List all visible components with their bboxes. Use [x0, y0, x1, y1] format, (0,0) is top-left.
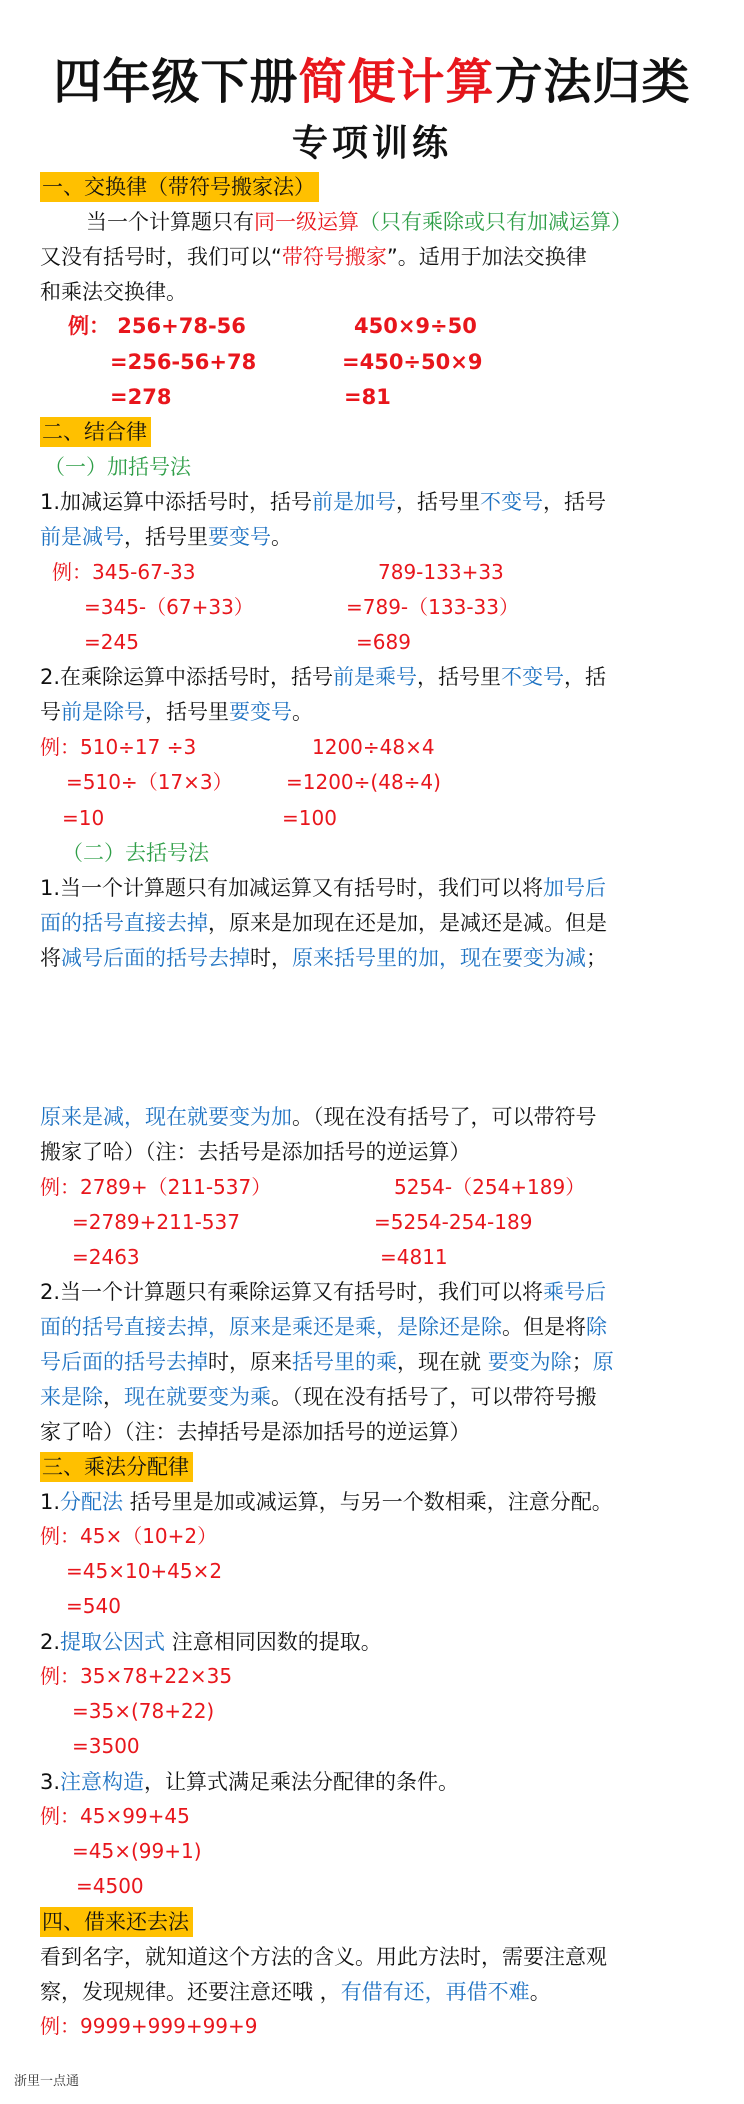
s2-remove-2-line-2: 面的括号直接去掉，原来是乘还是乘，是除还是除。但是将除: [40, 1315, 607, 1339]
s2-ex2-b-2: =1200÷(48÷4): [286, 770, 441, 794]
s2-ex1-a-1: 例：345-67-33: [52, 560, 196, 584]
s2-remove-1-line-5: 搬家了哈）（注：去括号是添加括号的逆运算）: [40, 1140, 471, 1164]
s3-ex-b-2: =35×(78+22): [72, 1699, 215, 1723]
s2-rule-2-line-2: 号前是除号，括号里要变号。: [40, 700, 313, 724]
s3-ex-a-1: 例：45×（10+2）: [40, 1524, 218, 1548]
s2-remove-1-line-4: 原来是减，现在就要变为加。（现在没有括号了，可以带符号: [40, 1105, 597, 1129]
s1-example-a-1: 例： 256+78-56: [68, 314, 246, 338]
s1-para-line-1: 当一个计算题只有同一级运算（只有乘除或只有加减运算）: [86, 210, 632, 234]
s3-ex-b-3: =3500: [72, 1734, 140, 1758]
title-highlight: 简便计算: [298, 54, 495, 110]
s2-ex2-a-3: =10: [62, 806, 105, 830]
s2-remove-2-line-1: 2.当一个计算题只有乘除运算又有括号时，我们可以将乘号后: [40, 1280, 607, 1304]
s2-remove-2-line-3: 号后面的括号去掉时，原来括号里的乘，现在就 要变为除；原: [40, 1350, 614, 1374]
s2-remove-1-line-1: 1.当一个计算题只有加减运算又有括号时，我们可以将加号后: [40, 876, 607, 900]
s2-remove-2-line-4: 来是除，现在就要变为乘。（现在没有括号了，可以带符号搬: [40, 1385, 597, 1409]
s2-rule-1-line-2: 前是减号，括号里要变号。: [40, 525, 292, 549]
s1-example-b-3: =81: [344, 385, 391, 409]
s3-ex-c-2: =45×(99+1): [72, 1839, 202, 1863]
s1-example-a-3: =278: [110, 385, 172, 409]
s2-subheader-2: （二）去括号法: [62, 841, 209, 865]
section-3-header: 三、乘法分配律: [40, 1452, 193, 1482]
s3-item-2: 2.提取公因式 注意相同因数的提取。: [40, 1630, 382, 1654]
s2-remove-1-line-3: 将减号后面的括号去掉时，原来括号里的加，现在要变为减；: [40, 946, 607, 970]
s1-example-a-2: =256-56+78: [110, 350, 257, 374]
s2-rule-1-line-1: 1.加减运算中添括号时，括号前是加号，括号里不变号，括号: [40, 490, 607, 514]
s2-ex3-a-1: 例：2789+（211-537）: [40, 1175, 272, 1199]
s2-ex1-b-2: =789-（133-33）: [346, 595, 519, 619]
s2-ex3-a-3: =2463: [72, 1245, 140, 1269]
s2-subheader-1: （一）加括号法: [44, 455, 191, 479]
s3-ex-b-1: 例：35×78+22×35: [40, 1664, 233, 1688]
s1-para-line-2: 又没有括号时，我们可以“带符号搬家”。适用于加法交换律: [40, 245, 587, 269]
s2-ex1-b-3: =689: [356, 630, 411, 654]
s2-rule-2-line-1: 2.在乘除运算中添括号时，括号前是乘号，括号里不变号，括: [40, 665, 607, 689]
s2-ex3-b-2: =5254-254-189: [374, 1210, 533, 1234]
s2-ex2-b-1: 1200÷48×4: [312, 735, 435, 759]
section-2-header: 二、结合律: [40, 417, 151, 447]
page-subtitle: 专项训练: [291, 123, 452, 164]
s3-item-1: 1.分配法 括号里是加或减运算，与另一个数相乘，注意分配。: [40, 1490, 613, 1514]
footer-watermark: 浙里一点通: [14, 2074, 80, 2089]
s3-ex-a-3: =540: [66, 1594, 121, 1618]
s2-remove-1-line-2: 面的括号直接去掉，原来是加现在还是加，是减还是减。但是: [40, 911, 607, 935]
s4-para-line-1: 看到名字，就知道这个方法的含义。用此方法时，需要注意观: [40, 1945, 607, 1969]
s3-ex-c-3: =4500: [76, 1874, 144, 1898]
s2-ex1-a-2: =345-（67+33）: [84, 595, 254, 619]
s2-ex1-b-1: 789-133+33: [378, 560, 504, 584]
title-post: 方法归类: [494, 54, 691, 110]
s4-para-line-2: 察，发现规律。还要注意还哦 ，有借有还，再借不难。: [40, 1980, 551, 2004]
s1-example-b-2: =450÷50×9: [342, 350, 483, 374]
section-1-header: 一、交换律（带符号搬家法）: [40, 172, 319, 202]
s2-ex2-a-1: 例：510÷17 ÷3: [40, 735, 197, 759]
s1-para-line-3: 和乘法交换律。: [40, 280, 187, 304]
page-title: [0, 52, 744, 112]
s3-item-3: 3.注意构造，让算式满足乘法分配律的条件。: [40, 1770, 460, 1794]
title-pre: 四年级下册: [53, 54, 299, 110]
s2-ex3-b-3: =4811: [380, 1245, 448, 1269]
s2-ex3-b-1: 5254-（254+189）: [394, 1175, 586, 1199]
s1-example-b-1: 450×9÷50: [354, 314, 477, 338]
s3-ex-a-2: =45×10+45×2: [66, 1559, 223, 1583]
s2-ex3-a-2: =2789+211-537: [72, 1210, 240, 1234]
s4-example: 例：9999+999+99+9: [40, 2014, 258, 2038]
s2-remove-2-line-5: 家了哈）（注：去掉括号是添加括号的逆运算）: [40, 1420, 471, 1444]
s2-ex2-a-2: =510÷（17×3）: [66, 770, 233, 794]
s2-ex2-b-3: =100: [282, 806, 337, 830]
s2-ex1-a-3: =245: [84, 630, 139, 654]
s3-ex-c-1: 例：45×99+45: [40, 1804, 190, 1828]
section-4-header: 四、借来还去法: [40, 1907, 193, 1937]
